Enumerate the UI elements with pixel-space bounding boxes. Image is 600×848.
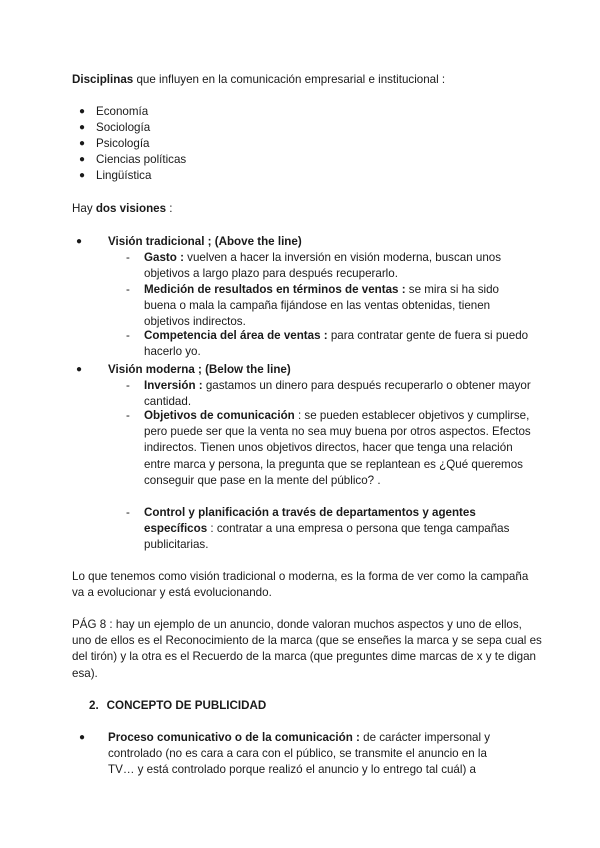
list-item: - Gasto : vuelven a hacer la inversión en visión moderna, buscan unos objetivos a largo plazo para después recuperarlo. [126, 251, 502, 281]
intro-paragraph [72, 72, 542, 88]
bullet-icon: ● [79, 106, 86, 117]
list-item: - Inversión : gastamos un dinero para después recuperarlo o obtener mayor cantidad. [126, 379, 531, 409]
bullet-icon: ● [79, 170, 86, 181]
intro-bold: Disciplinas [72, 73, 134, 86]
dash-icon: - [126, 409, 130, 422]
list-item: ● Lingüística [92, 168, 151, 184]
visions-intro: Hay dos visiones : [72, 202, 173, 215]
bullet-icon: ● [76, 364, 83, 375]
list-item: ● Economía [92, 104, 148, 120]
list-item: ● Ciencias políticas [92, 152, 186, 168]
bullet-icon: ● [79, 122, 86, 133]
dash-icon: - [126, 329, 130, 342]
vision-moderna-heading: ● Visión moderna ; (Below the line) [92, 362, 291, 378]
list-item: - Competencia del área de ventas : para contratar gente de fuera si puedo hacerlo yo. [126, 329, 529, 359]
list-item: ● Proceso comunicativo o de la comunicación : de carácter impersonal y controlado (no es cara a cara con el público, se transmite el anuncio en la TV… y está controlado porque realizó el anuncio y lo entrego tal cuál) a [79, 731, 491, 777]
bullet-icon: ● [79, 138, 86, 149]
bullet-icon: ● [76, 236, 83, 247]
list-item: - Objetivos de comunicación : se pueden establecer objetivos y cumplirse, pero puede ser que la venta no sea muy buena por otros aspectos. Efectos indirectos. Tienen unos objetivos directos, hacer que tenga una relación entre marca y persona, la pregunta que se replantean es ¿Qué queremos conseguir que pase en la mente del público? . [126, 409, 531, 487]
dash-icon: - [126, 251, 130, 264]
list-item: ● Psicología [92, 136, 150, 152]
paragraph: PÁG 8 : hay un ejemplo de un anuncio, donde valoran muchos aspectos y uno de ellos, uno de ellos es el Reconocimiento de la marca (que se enseñes la marca y se sepa cual es del tirón) y la otra es el Recuerdo de la marca (que preguntes dime marcas de x y te digan esa). [72, 618, 542, 680]
bullet-icon: ● [79, 154, 86, 165]
list-item: - Control y planificación a través de departamentos y agentes específicos : contratar a una empresa o persona que tenga campañas publicitarias. [126, 506, 510, 552]
bullet-icon: ● [79, 732, 86, 743]
intro-text: que influyen en la comunicación empresarial e institucional : [133, 73, 446, 86]
vision-tradicional-heading: ● Visión tradicional ; (Above the line) [92, 234, 302, 250]
paragraph: Lo que tenemos como visión tradicional o moderna, es la forma de ver como la campaña va a evolucionar y está evolucionando. [72, 570, 529, 600]
dash-icon: - [126, 506, 130, 519]
list-item: ● Sociología [92, 120, 150, 136]
dash-icon: - [126, 379, 130, 392]
list-item: - Medición de resultados en términos de ventas : se mira si ha sido buena o mala la campaña fijándose en las ventas obtenidas, tienen objetivos indirectos. [126, 283, 500, 329]
section-heading: 2. CONCEPTO DE PUBLICIDAD [89, 699, 267, 712]
dash-icon: - [126, 283, 130, 296]
